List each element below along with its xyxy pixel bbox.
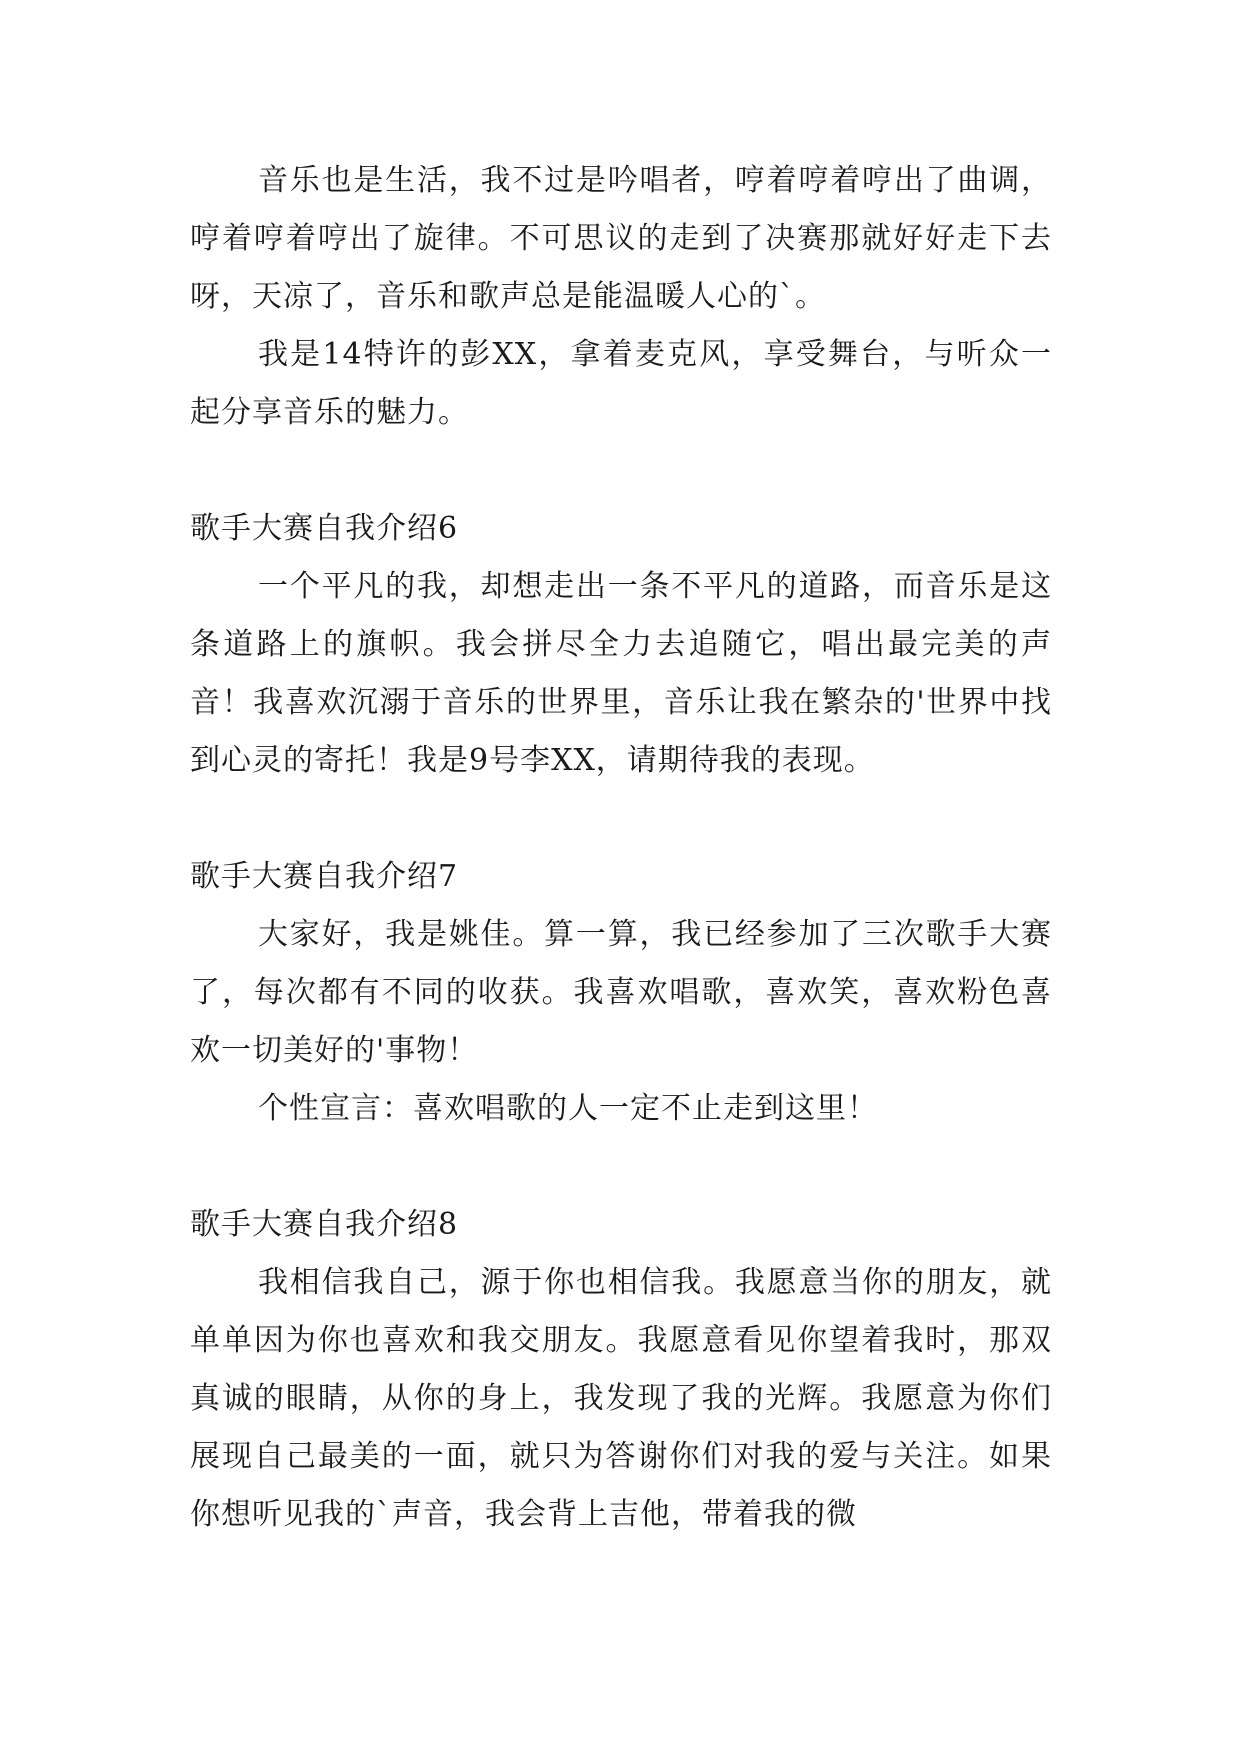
document-page <box>190 152 1052 1544</box>
section-gap <box>190 1138 1052 1196</box>
section-gap <box>190 790 1052 848</box>
paragraph-motto: 个性宣言：喜欢唱歌的人一定不止走到这里！ <box>258 1091 878 1126</box>
paragraph-peng-intro: 我是14特许的彭XX，拿着麦克风，享受舞台，与听众一起分享音乐的魅力。 <box>190 337 1052 430</box>
paragraph-li-intro: 一个平凡的我，却想走出一条不平凡的道路，而音乐是这条道路上的旗帜。我会拼尽全力去追随它，唱出最完美的声音！我喜欢沉溺于音乐的世界里，音乐让我在繁杂的'世界中找到心灵的寄托！我是9号李XX，请期待我的表现。 <box>190 569 1052 778</box>
section-gap <box>190 442 1052 500</box>
section-heading-8: 歌手大赛自我介绍8 <box>190 1207 459 1242</box>
paragraph-yao-intro: 大家好，我是姚佳。算一算，我已经参加了三次歌手大赛了，每次都有不同的收获。我喜欢唱歌，喜欢笑，喜欢粉色喜欢一切美好的'事物！ <box>190 917 1052 1068</box>
section-heading-7: 歌手大赛自我介绍7 <box>190 859 459 894</box>
paragraph-believe: 我相信我自己，源于你也相信我。我愿意当你的朋友，就单单因为你也喜欢和我交朋友。我愿意看见你望着我时，那双真诚的眼睛，从你的身上，我发现了我的光辉。我愿意为你们展现自己最美的一面，就只为答谢你们对我的爱与关注。如果你想听见我的`声音，我会背上吉他，带着我的微 <box>190 1265 1052 1532</box>
section-heading-6: 歌手大赛自我介绍6 <box>190 511 459 546</box>
paragraph-music-life: 音乐也是生活，我不过是吟唱者，哼着哼着哼出了曲调，哼着哼着哼出了旋律。不可思议的走到了决赛那就好好走下去呀，天凉了，音乐和歌声总是能温暖人心的`。 <box>190 163 1052 314</box>
